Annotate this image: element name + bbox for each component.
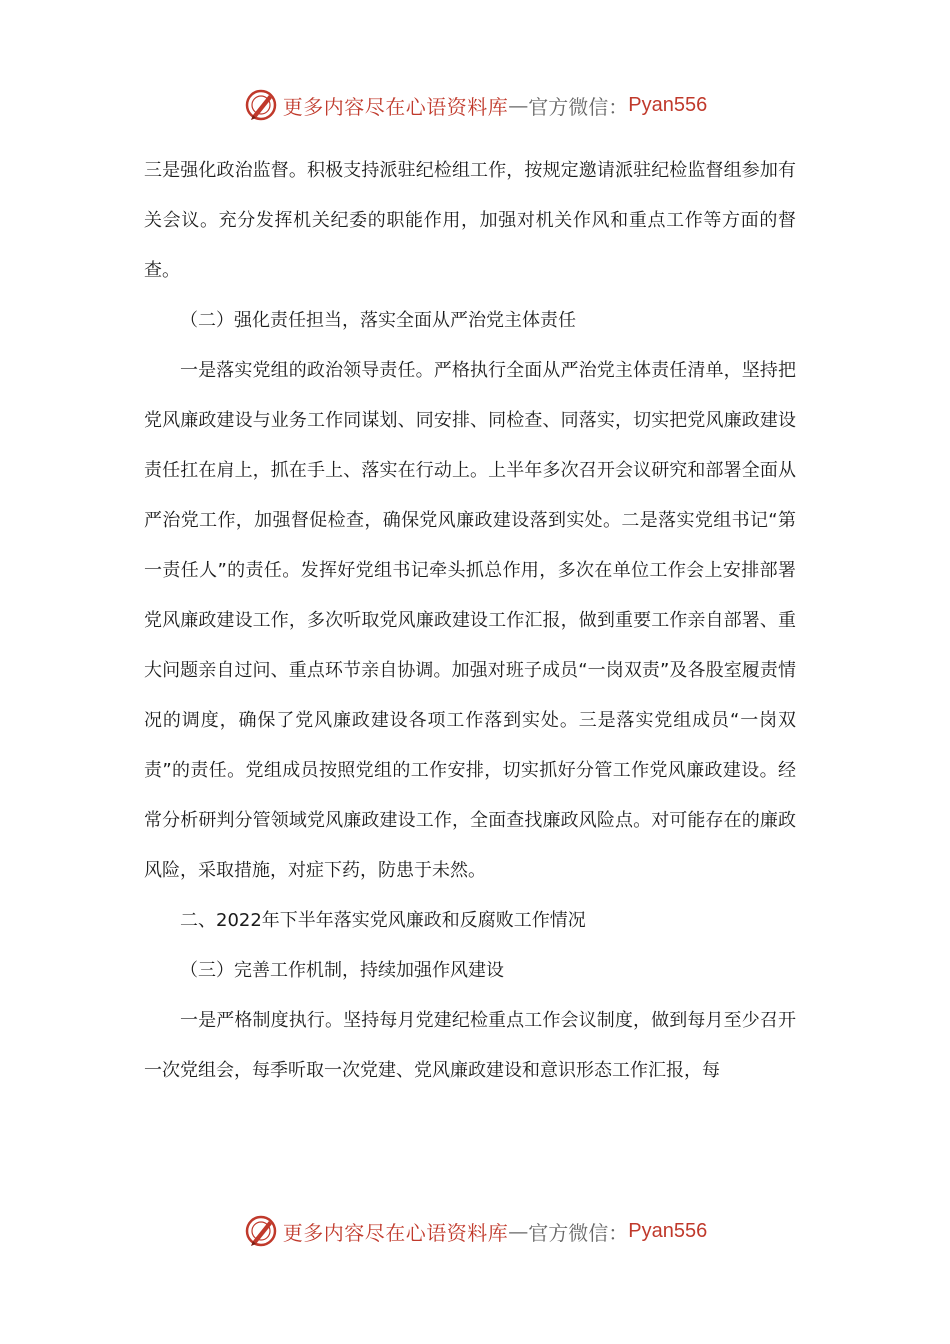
paragraph-continuation: 三是强化政治监督。积极支持派驻纪检组工作，按规定邀请派驻纪检监督组参加有关会议。充分发挥机关纪委的职能作用，加强对机关作风和重点工作等方面的督查。 — [144, 160, 796, 281]
paragraph-body: 一是落实党组的政治领导责任。严格执行全面从严治党主体责任清单，坚持把党风廉政建设与业务工作同谋划、同安排、同检查、同落实，切实把党风廉政建设责任扛在肩上，抓在手上、落实在行动上。上半年多次召开会议研究和部署全面从严治党工作，加强督促检查，确保党风廉政建设落到实处。二是落实党组书记“第一责任人”的责任。发挥好党组书记牵头抓总作用，多次在单位工作会上安排部署党风廉政建设工作，多次听取党风廉政建设工作汇报，做到重要工作亲自部署、重大问题亲自过问、重点环节亲自协调。加强对班子成员“一岗双责”及各股室履责情况的调度，确保了党风廉政建设各项工作落到实处。三是落实党组成员“一岗双责”的责任。党组成员按照党组的工作安排，切实抓好分管工作党风廉政建设。经常分析研判分管领域党风廉政建设工作，全面查找廉政风险点。对可能存在的廉政风险，采取措施，对症下药，防患于未然。 — [144, 360, 796, 881]
banner-weixin-label: 官方微信： — [528, 94, 629, 119]
banner-weixin-id: Pyan556 — [628, 1219, 708, 1242]
footer-banner — [0, 1208, 950, 1254]
banner-separator: — — [508, 93, 529, 117]
banner-weixin-id: Pyan556 — [628, 93, 708, 116]
section-heading-2: （二）强化责任担当，落实全面从严治党主体责任 — [180, 310, 576, 331]
banner-text: 更多内容尽在心语资料库 — [282, 1220, 509, 1245]
pen-seal-logo-icon — [243, 87, 279, 123]
section-heading-3: （三）完善工作机制，持续加强作风建设 — [180, 960, 504, 981]
banner-separator: — — [508, 1219, 529, 1243]
banner-text: 更多内容尽在心语资料库 — [282, 94, 509, 119]
section-heading-main: 二、2022年下半年落实党风廉政和反腐败工作情况 — [180, 910, 586, 931]
pen-seal-logo-icon — [243, 1213, 279, 1249]
banner-weixin-label: 官方微信： — [528, 1220, 629, 1245]
document-body — [144, 146, 796, 1096]
header-banner — [0, 82, 950, 128]
paragraph-body: 一是严格制度执行。坚持每月党建纪检重点工作会议制度，做到每月至少召开一次党组会，每季听取一次党建、党风廉政建设和意识形态工作汇报，每 — [144, 1010, 796, 1081]
